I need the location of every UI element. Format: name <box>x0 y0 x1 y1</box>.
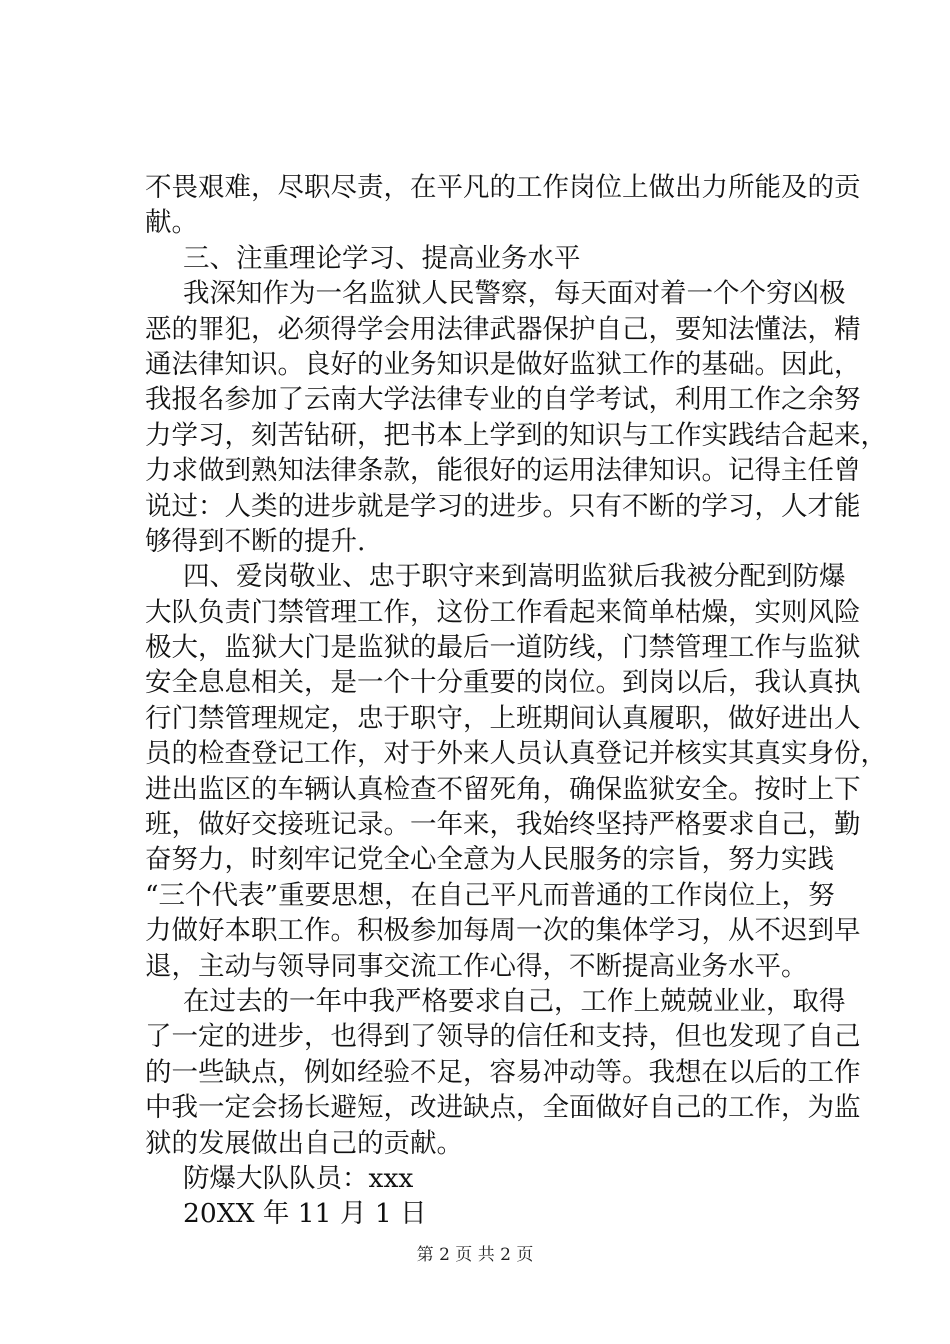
section-heading: 三、注重理论学习、提高业务水平 <box>183 242 581 274</box>
body-line: 的一些缺点，例如经验不足，容易冲动等。我想在以后的工作 <box>145 1056 861 1088</box>
body-line: 奋努力，时刻牢记党全心全意为人民服务的宗旨，努力实践 <box>145 844 834 876</box>
body-line: “三个代表”重要思想，在自己平凡而普通的工作岗位上，努 <box>145 879 835 911</box>
body-line: 不畏艰难，尽职尽责，在平凡的工作岗位上做出力所能及的贡 <box>145 172 861 203</box>
body-line: 力求做到熟知法律条款，能很好的运用法律知识。记得主任曾 <box>145 455 861 487</box>
body-line: 恶的罪犯，必须得学会用法律武器保护自己，要知法懂法，精 <box>145 313 861 345</box>
page-footer <box>0 1244 950 1266</box>
body-line: 力学习，刻苦钻研，把书本上学到的知识与工作实践结合起来， <box>145 419 887 451</box>
section-heading: 四、爱岗敬业、忠于职守来到嵩明监狱后我被分配到防爆 <box>183 561 846 593</box>
signature-line: 防爆大队队员：xxx <box>183 1162 414 1194</box>
body-line: 我报名参加了云南大学法律专业的自学考试，利用工作之余努 <box>145 384 861 416</box>
body-line: 中我一定会扬长避短，改进缺点，全面做好自己的工作，为监 <box>145 1092 861 1124</box>
body-line: 通法律知识。良好的业务知识是做好监狱工作的基础。因此， <box>145 348 861 380</box>
body-line: 行门禁管理规定，忠于职守，上班期间认真履职，做好进出人 <box>145 702 861 734</box>
body-line: 进出监区的车辆认真检查不留死角，确保监狱安全。按时上下 <box>145 773 861 805</box>
body-line: 力做好本职工作。积极参加每周一次的集体学习，从不迟到早 <box>145 915 861 947</box>
body-line: 够得到不断的提升. <box>145 525 366 557</box>
body-line: 狱的发展做出自己的贡献。 <box>145 1127 463 1159</box>
body-line: 献。 <box>145 207 198 239</box>
body-line: 了一定的进步，也得到了领导的信任和支持，但也发现了自己 <box>145 1021 861 1053</box>
date-line: 20XX 年 11 月 1 日 <box>183 1198 427 1230</box>
page-number-label: 第 2 页 共 2 页 <box>416 1245 534 1265</box>
body-line: 说过：人类的进步就是学习的进步。只有不断的学习，人才能 <box>145 490 861 522</box>
body-line: 极大，监狱大门是监狱的最后一道防线，门禁管理工作与监狱 <box>145 632 861 664</box>
paragraph-start-line: 我深知作为一名监狱人民警察，每天面对着一个个穷凶极 <box>183 278 846 310</box>
document-body <box>145 170 887 1232</box>
body-line: 班，做好交接班记录。一年来，我始终坚持严格要求自己，勤 <box>145 809 861 841</box>
body-line: 安全息息相关，是一个十分重要的岗位。到岗以后，我认真执 <box>145 667 861 699</box>
paragraph-start-line: 在过去的一年中我严格要求自己，工作上兢兢业业，取得 <box>183 985 846 1017</box>
body-line: 大队负责门禁管理工作，这份工作看起来简单枯燥，实则风险 <box>145 596 861 628</box>
body-line: 员的检查登记工作，对于外来人员认真登记并核实其真实身份， <box>145 738 887 770</box>
body-line: 退，主动与领导同事交流工作心得，不断提高业务水平。 <box>145 950 808 982</box>
